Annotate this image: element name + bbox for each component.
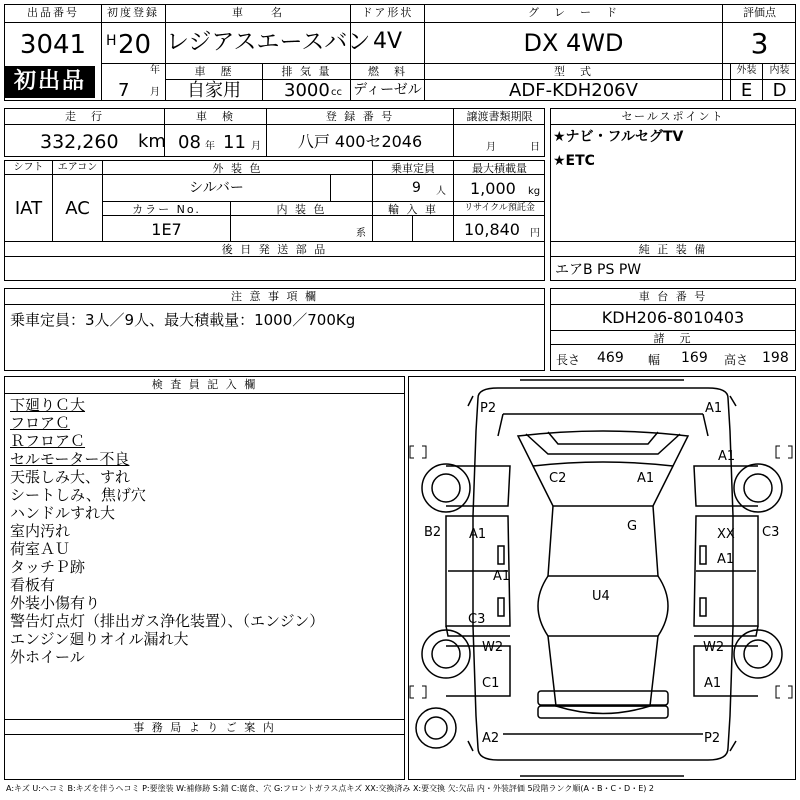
- damage-mark: A1: [718, 449, 736, 464]
- insp-year-unit: 年: [205, 141, 215, 152]
- sales-label: セールスポイント: [621, 110, 725, 123]
- first-reg-year: 20: [118, 30, 152, 60]
- note-line: 外ホイール: [10, 648, 85, 666]
- load: 1,000: [470, 179, 516, 198]
- equipment: エアB PS PW: [555, 262, 642, 278]
- note-line: ＲフロアＣ: [10, 432, 86, 450]
- recycle-unit: 円: [530, 228, 540, 239]
- mileage: 332,260: [40, 131, 119, 153]
- int-color-label: 内 装 色: [276, 203, 327, 216]
- damage-mark: W2: [482, 640, 504, 655]
- note-line: フロアＣ: [10, 414, 71, 432]
- insp-month: 11: [223, 132, 246, 153]
- ext-label: 外装: [736, 65, 757, 76]
- note-line: 警告灯点灯（排出ガス浄化装置）、（エンジン）: [10, 612, 325, 630]
- ac-label: エアコン: [57, 162, 98, 173]
- car-name-label: 車 名: [232, 6, 284, 19]
- office-label: 事 務 局 よ り ご 案 内: [133, 721, 276, 734]
- note-line: 荷室ＡＵ: [10, 540, 71, 558]
- displacement-unit: cc: [331, 87, 342, 98]
- equip-label: 純 正 装 備: [638, 243, 708, 256]
- fuel-label: 燃 料: [368, 65, 407, 78]
- reg-label: 登 録 番 号: [325, 110, 395, 123]
- int-label: 内装: [769, 65, 790, 76]
- mileage-label: 走 行: [65, 110, 104, 123]
- damage-mark: A1: [493, 569, 511, 584]
- length-label: 長さ: [556, 353, 581, 367]
- damage-mark: P2: [704, 731, 721, 746]
- damage-mark: C1: [482, 676, 500, 691]
- load-label: 最大積載量: [472, 162, 527, 175]
- model: ADF-KDH206V: [509, 80, 638, 101]
- damage-mark: A1: [637, 471, 655, 486]
- parts-label: 後 日 発 送 部 品: [221, 243, 328, 256]
- load-unit: kg: [528, 186, 541, 197]
- damage-mark: A1: [705, 401, 723, 416]
- inspector-label: 検 査 員 記 入 欄: [151, 378, 258, 391]
- damage-mark: C3: [468, 612, 486, 627]
- color-label: 外 装 色: [212, 162, 263, 175]
- note-line: 天張しみ大、すれ: [10, 468, 131, 486]
- damage-mark: XX: [717, 527, 735, 542]
- history-label: 車 歴: [194, 65, 234, 78]
- colorno-label: カラー No.: [132, 203, 201, 216]
- month-unit: 月: [150, 87, 160, 98]
- length: 469: [597, 350, 624, 366]
- score-label: 評価点: [743, 6, 776, 19]
- damage-mark: P2: [480, 401, 497, 416]
- transfer-month: 月: [486, 142, 496, 153]
- era: H: [106, 33, 117, 49]
- note-line: タッチＰ跡: [10, 558, 86, 576]
- damage-mark: G: [627, 519, 638, 534]
- import-label: 輸 入 車: [388, 203, 438, 216]
- door-type: 4V: [372, 29, 403, 54]
- first-listing-badge: 初出品: [5, 66, 95, 98]
- caution-text: 乗車定員：3人／9人、最大積載量：1000／700Kg: [10, 311, 356, 329]
- damage-mark: A1: [717, 552, 735, 567]
- car-name: レジアスエースバン: [166, 29, 371, 55]
- ac: AC: [65, 198, 90, 219]
- shift: IAT: [14, 198, 43, 219]
- recycle-label: リサイクル預託金: [464, 203, 535, 213]
- sales-point-1: ★ナビ・フルセグTV: [553, 129, 684, 145]
- year-unit: 年: [150, 65, 160, 76]
- note-line: シートしみ、焦げ穴: [10, 486, 146, 504]
- note-line: ハンドルすれ大: [10, 504, 116, 522]
- shift-label: シフト: [13, 162, 44, 173]
- insp-year: 08: [178, 132, 201, 153]
- int-score: D: [772, 80, 787, 101]
- width: 169: [681, 350, 708, 366]
- displacement: 3000: [284, 80, 330, 101]
- model-label: 型 式: [554, 65, 593, 78]
- note-line: 外装小傷有り: [10, 594, 101, 612]
- ext-score: E: [740, 80, 753, 101]
- reg-number: 八戸 400セ2046: [297, 132, 423, 151]
- inspection-label: 車 検: [196, 110, 235, 123]
- color: シルバー: [189, 180, 244, 196]
- damage-mark: A1: [704, 676, 722, 691]
- legend: A:キズ U:ヘコミ B:キズを伴うヘコミ P:要塗装 W:補修跡 S:錆 C:腐食、穴 G:フロントガラス点キズ XX:交換済み X:要交換 欠:欠品 内・外装評価 5段階ランク順(A・B・C・D・E) 2: [6, 784, 655, 793]
- capacity: 9: [412, 180, 421, 196]
- fuel: ディーゼル: [353, 82, 422, 98]
- chassis-label: 車 台 番 号: [638, 290, 708, 303]
- chassis-number: KDH206-8010403: [601, 308, 745, 327]
- note-line: 室内汚れ: [10, 522, 71, 540]
- damage-mark: U4: [592, 589, 610, 604]
- width-label: 幅: [648, 353, 661, 367]
- score: 3: [750, 27, 769, 60]
- history: 自家用: [187, 80, 241, 101]
- caution-label: 注 意 事 項 欄: [231, 290, 318, 303]
- displacement-label: 排 気 量: [281, 65, 332, 78]
- transfer-label: 譲渡書類期限: [466, 110, 533, 123]
- grade-label: グ レ ー ド: [528, 6, 619, 19]
- note-line: 看板有: [10, 576, 56, 594]
- grade: DX 4WD: [523, 29, 624, 57]
- damage-mark: A1: [469, 527, 487, 542]
- lot-number: 3041: [19, 30, 87, 60]
- height-label: 高さ: [724, 353, 749, 367]
- lot-label: 出品番号: [27, 6, 79, 19]
- damage-mark: B2: [424, 525, 442, 540]
- insp-month-unit: 月: [251, 141, 261, 152]
- note-line: 下廻りＣ大: [10, 396, 86, 414]
- note-line: エンジン廻りオイル漏れ大: [10, 630, 189, 648]
- transfer-day: 日: [530, 142, 540, 153]
- damage-mark: C3: [762, 525, 780, 540]
- damage-mark: C2: [549, 471, 567, 486]
- first-reg-label: 初度登録: [107, 6, 159, 19]
- int-color-unit: 系: [356, 228, 366, 239]
- capacity-unit: 人: [436, 186, 446, 197]
- damage-mark: A2: [482, 731, 500, 746]
- sales-point-2: ★ETC: [553, 153, 595, 169]
- door-label: ドア形状: [361, 6, 414, 19]
- mileage-unit: km: [138, 131, 166, 152]
- damage-mark: W2: [703, 640, 725, 655]
- dims-label: 諸 元: [653, 332, 693, 345]
- height: 198: [762, 350, 789, 366]
- recycle: 10,840: [464, 220, 520, 239]
- first-reg-month: 7: [118, 80, 130, 101]
- vehicle-diagram: [408, 376, 796, 780]
- note-line: セルモーター不良: [10, 450, 130, 468]
- color-no: 1E7: [151, 220, 182, 239]
- capacity-label: 乗車定員: [391, 162, 435, 175]
